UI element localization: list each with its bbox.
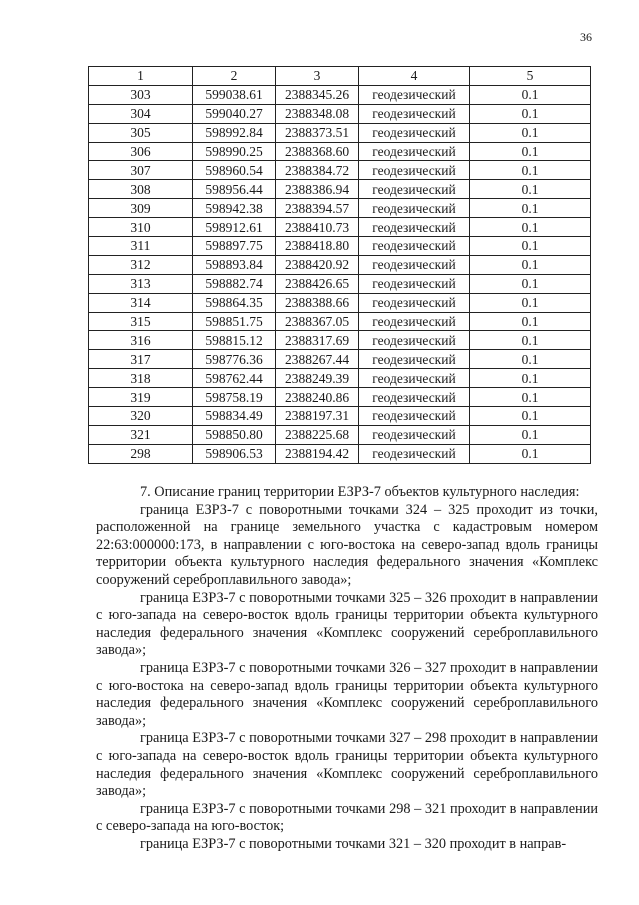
paragraph: граница ЕЗРЗ-7 с поворотными точками 327 – 298 проходит в направлении с юго-запада на северо-восток вдоль границы территории объекта культурного наследия федерального значения «Комплекс сооружений сереброплавильного завода»; <box>96 730 598 800</box>
table-cell: 2388386.94 <box>276 180 359 199</box>
table-cell: 598906.53 <box>193 444 276 463</box>
table-cell: 598776.36 <box>193 350 276 369</box>
table-cell: 599038.61 <box>193 85 276 104</box>
table-cell: геодезический <box>359 350 470 369</box>
table-row <box>89 142 591 161</box>
table-cell: 0.1 <box>470 312 591 331</box>
page-number: 36 <box>580 30 592 44</box>
table-row <box>89 350 591 369</box>
table-cell: 2388249.39 <box>276 369 359 388</box>
table-cell: 314 <box>89 293 193 312</box>
table-cell: 598882.74 <box>193 274 276 293</box>
table-cell: геодезический <box>359 237 470 256</box>
table-cell: 308 <box>89 180 193 199</box>
table-cell: 0.1 <box>470 425 591 444</box>
table-row <box>89 425 591 444</box>
table-cell: 598758.19 <box>193 388 276 407</box>
table-cell: 2388267.44 <box>276 350 359 369</box>
table-cell: геодезический <box>359 312 470 331</box>
table-cell: 598850.80 <box>193 425 276 444</box>
paragraph: граница ЕЗРЗ-7 с поворотными точками 298 – 321 проходит в направлении с северо-запада на юго-восток; <box>96 800 598 835</box>
table-cell: 599040.27 <box>193 104 276 123</box>
table-cell: 2388373.51 <box>276 123 359 142</box>
table-cell: 0.1 <box>470 142 591 161</box>
table-cell: 0.1 <box>470 218 591 237</box>
table-cell: 318 <box>89 369 193 388</box>
table-row <box>89 388 591 407</box>
table-cell: 2388240.86 <box>276 388 359 407</box>
table-cell: 598960.54 <box>193 161 276 180</box>
table-row <box>89 161 591 180</box>
table-cell: 0.1 <box>470 407 591 426</box>
table-cell: 317 <box>89 350 193 369</box>
table-cell: геодезический <box>359 85 470 104</box>
paragraph: граница ЕЗРЗ-7 с поворотными точками 321 – 320 проходит в направ- <box>140 835 567 852</box>
table-cell: 0.1 <box>470 274 591 293</box>
table-cell: 303 <box>89 85 193 104</box>
table-cell: геодезический <box>359 180 470 199</box>
paragraph: граница ЕЗРЗ-7 с поворотными точками 326 – 327 проходит в направлении с юго-востока на северо-запад вдоль границы территории объекта культурного наследия федерального значения «Комплекс сооружений сереброплавильного завода»; <box>96 659 598 729</box>
table-row <box>89 237 591 256</box>
table-cell: 320 <box>89 407 193 426</box>
table-row <box>89 123 591 142</box>
table-cell: геодезический <box>359 274 470 293</box>
table-cell: 2388345.26 <box>276 85 359 104</box>
table-row <box>89 218 591 237</box>
table-cell: 0.1 <box>470 331 591 350</box>
table-cell: 310 <box>89 218 193 237</box>
table-cell: 0.1 <box>470 255 591 274</box>
table-cell: 2388317.69 <box>276 331 359 350</box>
table-row <box>89 199 591 218</box>
table-row <box>89 104 591 123</box>
table-cell: 2388388.66 <box>276 293 359 312</box>
table-cell: 2388426.65 <box>276 274 359 293</box>
table-cell: 2388367.05 <box>276 312 359 331</box>
table-cell: 316 <box>89 331 193 350</box>
table-cell: геодезический <box>359 369 470 388</box>
table-cell: 0.1 <box>470 350 591 369</box>
table-cell: 2388197.31 <box>276 407 359 426</box>
table-cell: геодезический <box>359 123 470 142</box>
table-cell: геодезический <box>359 444 470 463</box>
table-row <box>89 444 591 463</box>
table-cell: 598992.84 <box>193 123 276 142</box>
boundary-description <box>96 484 598 853</box>
table-row <box>89 274 591 293</box>
table-cell: 313 <box>89 274 193 293</box>
table-row <box>89 293 591 312</box>
table-cell: 2388384.72 <box>276 161 359 180</box>
table-body <box>89 85 591 463</box>
table-row <box>89 331 591 350</box>
table-cell: 2388410.73 <box>276 218 359 237</box>
table-cell: 0.1 <box>470 369 591 388</box>
table-cell: 2388194.42 <box>276 444 359 463</box>
table-cell: 304 <box>89 104 193 123</box>
column-header: 3 <box>276 67 359 86</box>
table-cell: геодезический <box>359 331 470 350</box>
column-header: 5 <box>470 67 591 86</box>
table-cell: 598834.49 <box>193 407 276 426</box>
paragraph: граница ЕЗРЗ-7 с поворотными точками 325 – 326 проходит в направлении с юго-запада на северо-восток вдоль границы территории объекта культурного наследия федерального значения «Комплекс сооружений сереброплавильного завода»; <box>96 589 598 659</box>
paragraph: граница ЕЗРЗ-7 с поворотными точками 324 – 325 проходит из точки, расположенной на границе земельного участка с кадастровым номером 22:63:000000:173, в направлении с юго-востока на северо-запад вдоль границы территории объекта культурного наследия федерального значения «Комплекс сооружений сереброплавильного завода»; <box>96 501 598 588</box>
table-header-row <box>89 67 591 86</box>
table-row <box>89 85 591 104</box>
table-cell: геодезический <box>359 255 470 274</box>
table-cell: 598893.84 <box>193 255 276 274</box>
table-cell: 0.1 <box>470 85 591 104</box>
table-cell: 2388418.80 <box>276 237 359 256</box>
table-cell: 598851.75 <box>193 312 276 331</box>
column-header: 4 <box>359 67 470 86</box>
table-row <box>89 407 591 426</box>
table-cell: 598912.61 <box>193 218 276 237</box>
table-row <box>89 180 591 199</box>
table-cell: 319 <box>89 388 193 407</box>
table-cell: 315 <box>89 312 193 331</box>
table-cell: 598942.38 <box>193 199 276 218</box>
table-cell: 2388348.08 <box>276 104 359 123</box>
column-header: 2 <box>193 67 276 86</box>
table-cell: геодезический <box>359 388 470 407</box>
column-header: 1 <box>89 67 193 86</box>
table-cell: 0.1 <box>470 104 591 123</box>
table-cell: 0.1 <box>470 180 591 199</box>
table-cell: 2388225.68 <box>276 425 359 444</box>
table-cell: 0.1 <box>470 199 591 218</box>
table-cell: 307 <box>89 161 193 180</box>
table-cell: 598864.35 <box>193 293 276 312</box>
table-row <box>89 369 591 388</box>
table-cell: 312 <box>89 255 193 274</box>
table-cell: 306 <box>89 142 193 161</box>
table-cell: 309 <box>89 199 193 218</box>
table-cell: 2388394.57 <box>276 199 359 218</box>
table-cell: 305 <box>89 123 193 142</box>
table-row <box>89 312 591 331</box>
table-cell: 298 <box>89 444 193 463</box>
table-cell: 598815.12 <box>193 331 276 350</box>
table-cell: 0.1 <box>470 388 591 407</box>
table-cell: геодезический <box>359 104 470 123</box>
table-cell: 598956.44 <box>193 180 276 199</box>
table-cell: 2388420.92 <box>276 255 359 274</box>
table-cell: геодезический <box>359 199 470 218</box>
table-cell: 311 <box>89 237 193 256</box>
table-cell: геодезический <box>359 142 470 161</box>
table-cell: 2388368.60 <box>276 142 359 161</box>
table-cell: геодезический <box>359 218 470 237</box>
table-cell: 0.1 <box>470 161 591 180</box>
table-row <box>89 255 591 274</box>
table-cell: 0.1 <box>470 293 591 312</box>
table-cell: геодезический <box>359 407 470 426</box>
table-cell: геодезический <box>359 293 470 312</box>
table-cell: 598762.44 <box>193 369 276 388</box>
table-cell: 0.1 <box>470 237 591 256</box>
table-cell: 0.1 <box>470 123 591 142</box>
table-cell: геодезический <box>359 425 470 444</box>
table-cell: геодезический <box>359 161 470 180</box>
table-cell: 598897.75 <box>193 237 276 256</box>
table-cell: 0.1 <box>470 444 591 463</box>
table-cell: 321 <box>89 425 193 444</box>
table-cell: 598990.25 <box>193 142 276 161</box>
coordinates-table <box>88 66 591 464</box>
section-heading: 7. Описание границ территории ЕЗРЗ-7 объектов культурного наследия: <box>140 484 580 500</box>
